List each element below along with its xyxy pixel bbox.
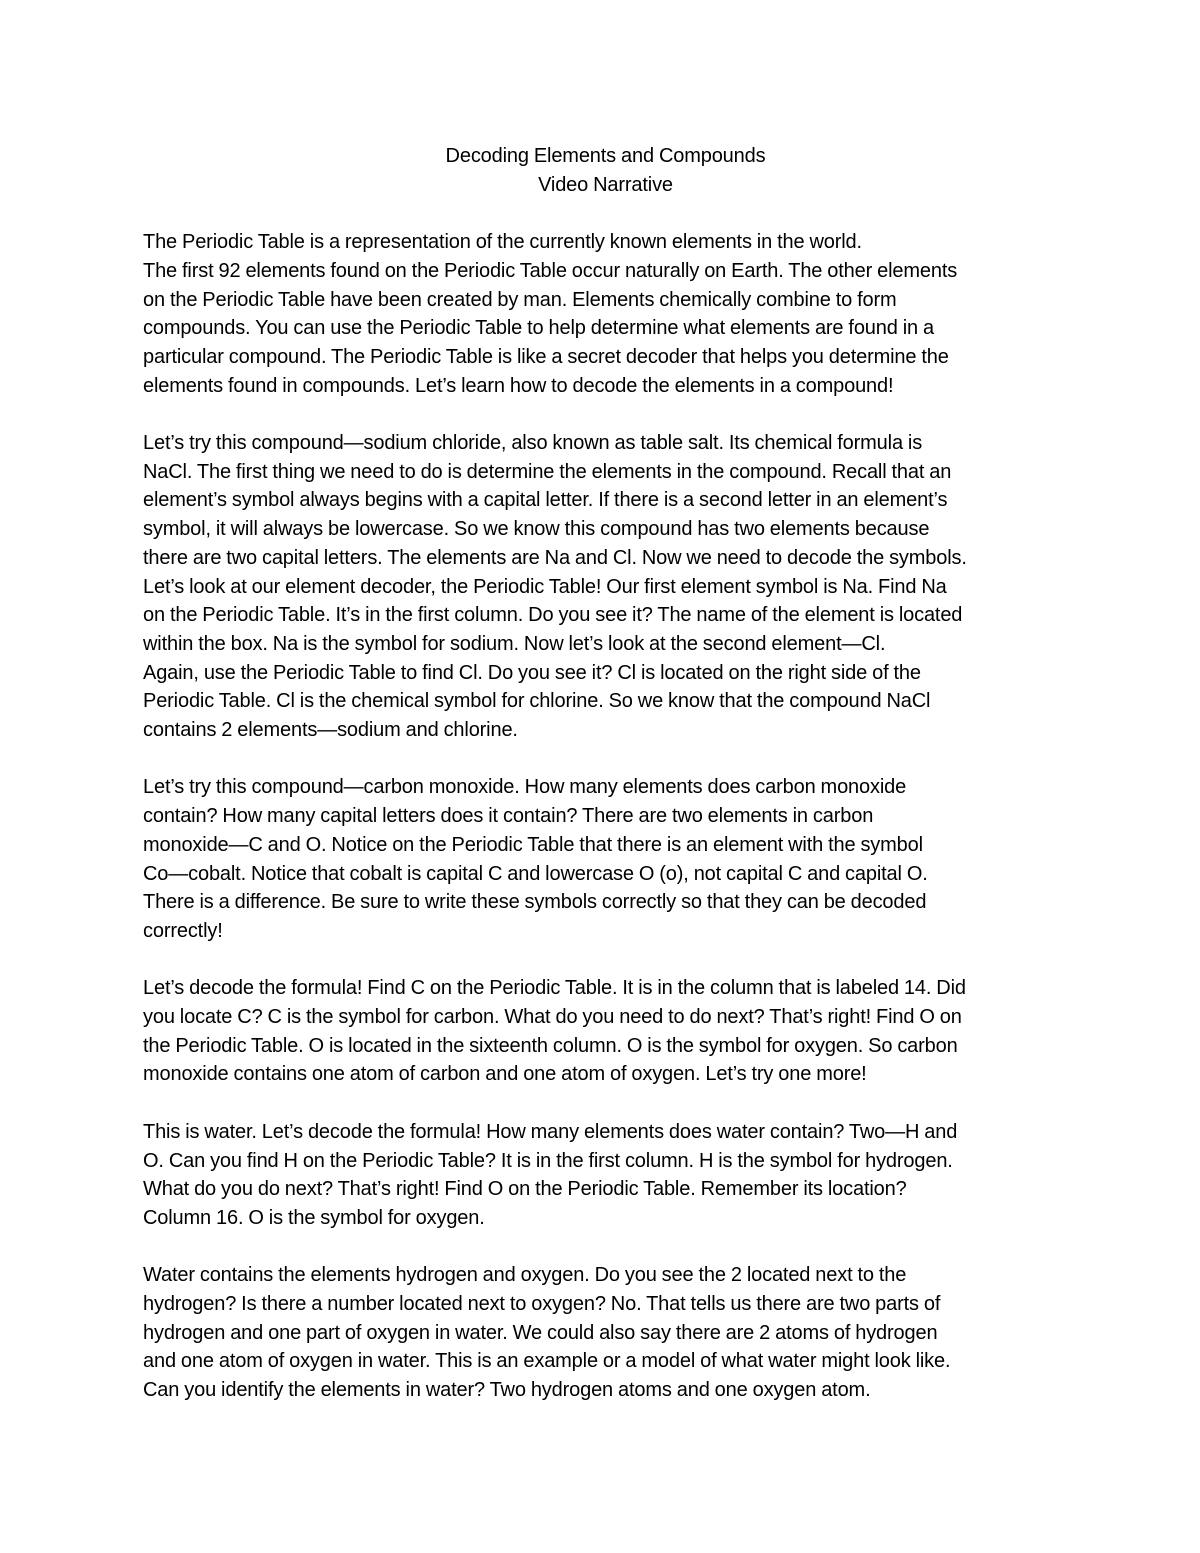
paragraph-line: there are two capital letters. The elements are Na and Cl. Now we need to decode the symbols. (143, 546, 967, 569)
paragraph-line: hydrogen? Is there a number located next to oxygen? No. That tells us there are two parts of (143, 1293, 941, 1316)
paragraph-line: particular compound. The Periodic Table is like a secret decoder that helps you determine the (143, 345, 949, 368)
paragraph-line: Periodic Table. Cl is the chemical symbol for chlorine. So we know that the compound NaCl (143, 690, 931, 713)
paragraph-line: element’s symbol always begins with a capital letter. If there is a second letter in an element’s (143, 489, 948, 512)
paragraph-line: The first 92 elements found on the Periodic Table occur naturally on Earth. The other elements (143, 259, 958, 282)
paragraph-line: on the Periodic Table. It’s in the first column. Do you see it? The name of the element is located (143, 604, 963, 627)
paragraph-line: Let’s decode the formula! Find C on the Periodic Table. It is in the column that is labeled 14. Did (143, 977, 966, 1000)
paragraph (143, 228, 1068, 400)
paragraph-line: Column 16. O is the symbol for oxygen. (143, 1206, 485, 1229)
paragraph-line: contain? How many capital letters does it contain? There are two elements in carbon (143, 805, 874, 828)
paragraph (143, 1118, 1068, 1233)
paragraph-line: the Periodic Table. O is located in the sixteenth column. O is the symbol for oxygen. So carbon (143, 1034, 958, 1057)
paragraph-line: The Periodic Table is a representation of the currently known elements in the world. (143, 231, 862, 254)
paragraph-line: you locate C? C is the symbol for carbon. What do you need to do next? That’s right! Find O on (143, 1006, 962, 1029)
document-subtitle: Video Narrative (538, 173, 673, 196)
paragraph-line: and one atom of oxygen in water. This is an example or a model of what water might look like. (143, 1350, 951, 1373)
paragraph-line: Water contains the elements hydrogen and oxygen. Do you see the 2 located next to the (143, 1264, 907, 1287)
paragraph (143, 773, 1068, 945)
paragraph-line: What do you do next? That’s right! Find O on the Periodic Table. Remember its location? (143, 1178, 907, 1201)
paragraph-line: within the box. Na is the symbol for sodium. Now let’s look at the second element—Cl. (143, 632, 886, 655)
paragraph-line: O. Can you find H on the Periodic Table? It is in the first column. H is the symbol for hydrogen. (143, 1149, 953, 1172)
paragraph-line: on the Periodic Table have been created by man. Elements chemically combine to form (143, 288, 897, 311)
paragraph-list (143, 228, 1068, 1405)
document-body (143, 142, 1068, 1405)
paragraph-line: This is water. Let’s decode the formula! How many elements does water contain? Two—H and (143, 1120, 958, 1143)
paragraph-line: contains 2 elements—sodium and chlorine. (143, 719, 518, 742)
paragraph-line: correctly! (143, 919, 223, 942)
document-title: Decoding Elements and Compounds (445, 145, 766, 167)
paragraph (143, 974, 1068, 1089)
paragraph-line: Let’s try this compound—sodium chloride, also known as table salt. Its chemical formula is (143, 432, 923, 454)
paragraph-line: NaCl. The first thing we need to do is determine the elements in the compound. Recall that an (143, 460, 952, 483)
paragraph-line: Again, use the Periodic Table to find Cl. Do you see it? Cl is located on the right side of the (143, 661, 921, 684)
paragraph-line: Co—cobalt. Notice that cobalt is capital C and lowercase O (o), not capital C and capital O. (143, 862, 928, 885)
paragraph-line: monoxide contains one atom of carbon and one atom of oxygen. Let’s try one more! (143, 1063, 867, 1086)
paragraph-line: monoxide—C and O. Notice on the Periodic Table that there is an element with the symbol (143, 833, 923, 856)
paragraph-line: compounds. You can use the Periodic Table to help determine what elements are found in a (143, 317, 934, 340)
paragraph-line: There is a difference. Be sure to write these symbols correctly so that they can be decoded (143, 891, 927, 914)
paragraph-line: Can you identify the elements in water? Two hydrogen atoms and one oxygen atom. (143, 1379, 871, 1402)
paragraph-line: Let’s try this compound—carbon monoxide. How many elements does carbon monoxide (143, 776, 907, 799)
paragraph-line: symbol, it will always be lowercase. So we know this compound has two elements because (143, 518, 930, 541)
paragraph (143, 429, 1068, 745)
paragraph-line: elements found in compounds. Let’s learn how to decode the elements in a compound! (143, 374, 894, 397)
paragraph-line: Let’s look at our element decoder, the Periodic Table! Our first element symbol is Na. Find Na (143, 575, 947, 598)
paragraph-line: hydrogen and one part of oxygen in water. We could also say there are 2 atoms of hydrogen (143, 1321, 938, 1344)
paragraph (143, 1261, 1068, 1405)
document-header (143, 142, 1068, 199)
